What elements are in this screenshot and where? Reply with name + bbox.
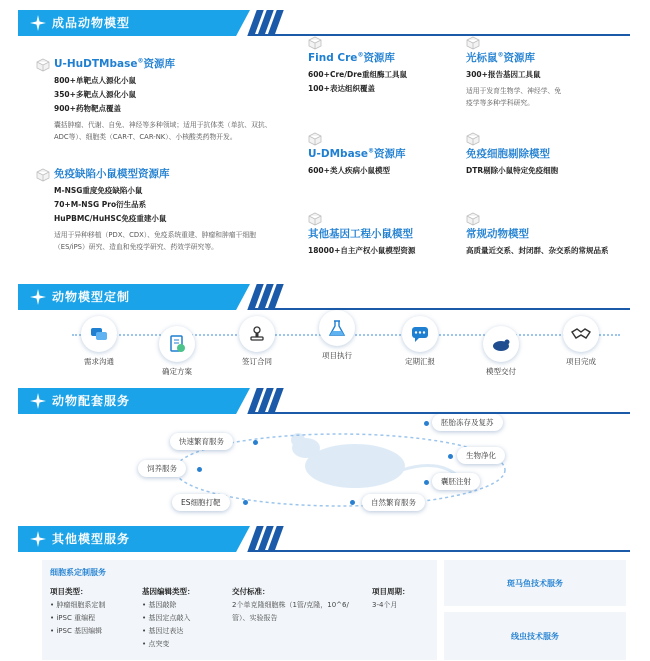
library-line: DTR剔除小鼠特定免疫细胞 xyxy=(466,166,559,175)
library-name: U-HuDTMbase xyxy=(54,58,138,70)
library-line: 350+多靶点人源化小鼠 xyxy=(54,90,136,99)
section-banner-finished-models xyxy=(18,10,630,36)
section-title: 动物配套服务 xyxy=(52,394,131,408)
section-banner-support xyxy=(18,388,630,414)
project-type-item: iPSC 基因编辑 xyxy=(56,627,103,635)
spark-icon xyxy=(30,15,46,31)
delivery-heading: 交付标准： xyxy=(232,587,270,596)
cell-line-panel xyxy=(42,560,437,660)
library-name: 光标鼠 xyxy=(466,52,498,64)
service-dot xyxy=(424,480,429,485)
cube-icon xyxy=(308,212,322,226)
spark-icon xyxy=(30,393,46,409)
service-natural-breeding: 自然繁育服务 xyxy=(362,494,425,511)
flask-icon xyxy=(328,319,346,337)
service-dot xyxy=(253,440,258,445)
step-label: 项目执行 xyxy=(322,351,352,360)
gene-edit-col: 基因编辑类型： • 基因敲除 • 基因定点敲入 • 基因过表达 • 点突变 xyxy=(142,586,227,651)
library-name: 其他基因工程小鼠模型 xyxy=(308,228,413,240)
zebrafish-panel xyxy=(444,560,626,606)
nematode-panel xyxy=(444,612,626,660)
library-name: 免疫缺陷小鼠模型资源库 xyxy=(54,168,170,180)
cube-icon xyxy=(466,212,480,226)
step-delivery xyxy=(477,326,525,377)
service-feeding: 饲养服务 xyxy=(138,460,186,477)
library-line: 900+药物靶点覆盖 xyxy=(54,104,121,113)
nematode-service: 线虫技术服务 xyxy=(511,631,559,641)
gene-edit-heading: 基因编辑类型： xyxy=(142,587,195,596)
service-purification: 生物净化 xyxy=(457,447,505,464)
gene-edit-item: 基因定点敲入 xyxy=(148,614,191,622)
step-label: 定期汇报 xyxy=(405,357,435,366)
library-name: Find Cre xyxy=(308,52,358,64)
library-line: 70+M-NSG Pro衍生品系 xyxy=(54,200,147,209)
step-requirement xyxy=(75,316,123,367)
service-dot xyxy=(448,454,453,459)
zebrafish-service: 斑马鱼技术服务 xyxy=(507,578,563,588)
service-blastocyst-injection: 囊胚注射 xyxy=(432,473,480,490)
service-embryo-freezing: 胚胎冻存及复苏 xyxy=(432,414,503,431)
library-name: U-DMbase xyxy=(308,148,369,160)
cube-icon xyxy=(466,132,480,146)
step-execution xyxy=(313,310,361,361)
service-dot xyxy=(424,421,429,426)
section-banner-customization xyxy=(18,284,630,310)
cube-icon xyxy=(36,58,50,72)
mouse-icon xyxy=(491,336,511,352)
delivery-col xyxy=(232,586,362,625)
library-line: 300+报告基因工具鼠 xyxy=(466,70,541,79)
report-bubble-icon xyxy=(411,325,429,343)
project-type-heading: 项目类型： xyxy=(50,587,88,596)
chat-icon xyxy=(90,325,108,343)
library-name: 免疫细胞剔除模型 xyxy=(466,148,550,160)
step-label: 模型交付 xyxy=(486,367,516,376)
library-line: 高质量近交系、封闭群、杂交系的常规品系 xyxy=(466,246,609,255)
step-label: 需求沟通 xyxy=(84,357,114,366)
library-line: 800+单靶点人源化小鼠 xyxy=(54,76,136,85)
library-line: M-NSG重度免疫缺陷小鼠 xyxy=(54,186,143,195)
spark-icon xyxy=(30,531,46,547)
cube-icon xyxy=(308,132,322,146)
library-line: 600+类人疾病小鼠模型 xyxy=(308,166,390,175)
library-line: 600+Cre/Dre重组酶工具鼠 xyxy=(308,70,407,79)
cube-icon xyxy=(36,168,50,182)
service-dot xyxy=(350,500,355,505)
period-col xyxy=(372,586,432,612)
library-desc: 适用于异种移植（PDX、CDX）、免疫系统重建、肿瘤和肿瘤干细胞（ES/iPS）研究、造血和免疫学研究、药效学研究等。 xyxy=(54,231,256,251)
period-text: 3-4个月 xyxy=(372,601,398,609)
step-label: 确定方案 xyxy=(162,367,192,376)
service-es-targeting: ES细胞打靶 xyxy=(172,494,230,511)
cube-icon xyxy=(308,36,322,50)
library-name: 常规动物模型 xyxy=(466,228,529,240)
library-line: 18000+自主产权小鼠模型资源 xyxy=(308,246,416,255)
gene-edit-item: 基因敲除 xyxy=(148,601,177,609)
plan-document-icon xyxy=(168,335,186,353)
library-line: 100+表达组织覆盖 xyxy=(308,84,375,93)
step-contract xyxy=(233,316,281,367)
step-plan xyxy=(153,326,201,377)
step-label: 签订合同 xyxy=(242,357,272,366)
step-report xyxy=(396,316,444,367)
project-type-item: iPSC 重编程 xyxy=(56,614,96,622)
handshake-icon xyxy=(571,326,591,342)
gene-edit-item: 基因过表达 xyxy=(148,627,184,635)
project-type-col: 项目类型： • 肿瘤细胞系定制 • iPSC 重编程 • iPSC 基因编辑 xyxy=(50,586,140,638)
project-type-item: 肿瘤细胞系定制 xyxy=(56,601,106,609)
service-fast-breeding: 快速繁育服务 xyxy=(170,433,233,450)
library-desc: 适用于发育生物学、神经学、免疫学等多种学科研究。 xyxy=(466,87,562,107)
service-dot xyxy=(243,500,248,505)
cell-line-title: 细胞系定制服务 xyxy=(50,568,106,577)
stamp-icon xyxy=(248,325,266,343)
section-title: 其他模型服务 xyxy=(52,532,131,546)
period-heading: 项目周期： xyxy=(372,587,410,596)
library-desc: 囊括肿瘤、代谢、自免、神经等多种领域；适用于抗体类（单抗、双抗、ADC等）、细胞类（CAR-T、CAR-NK）、小核酸类药物开发。 xyxy=(54,121,272,141)
library-line: HuPBMC/HuHSC免疫重建小鼠 xyxy=(54,214,167,223)
step-complete xyxy=(557,316,605,367)
gene-edit-item: 点突变 xyxy=(148,640,170,648)
cube-icon xyxy=(466,36,480,50)
step-label: 项目完成 xyxy=(566,357,596,366)
spark-icon xyxy=(30,289,46,305)
service-dot xyxy=(197,467,202,472)
delivery-text: 2个单克隆细胞株（1管/克隆，10^6/管）、实验报告 xyxy=(232,601,349,622)
section-banner-other xyxy=(18,526,630,552)
section-title: 动物模型定制 xyxy=(52,290,131,304)
section-title: 成品动物模型 xyxy=(52,16,131,30)
